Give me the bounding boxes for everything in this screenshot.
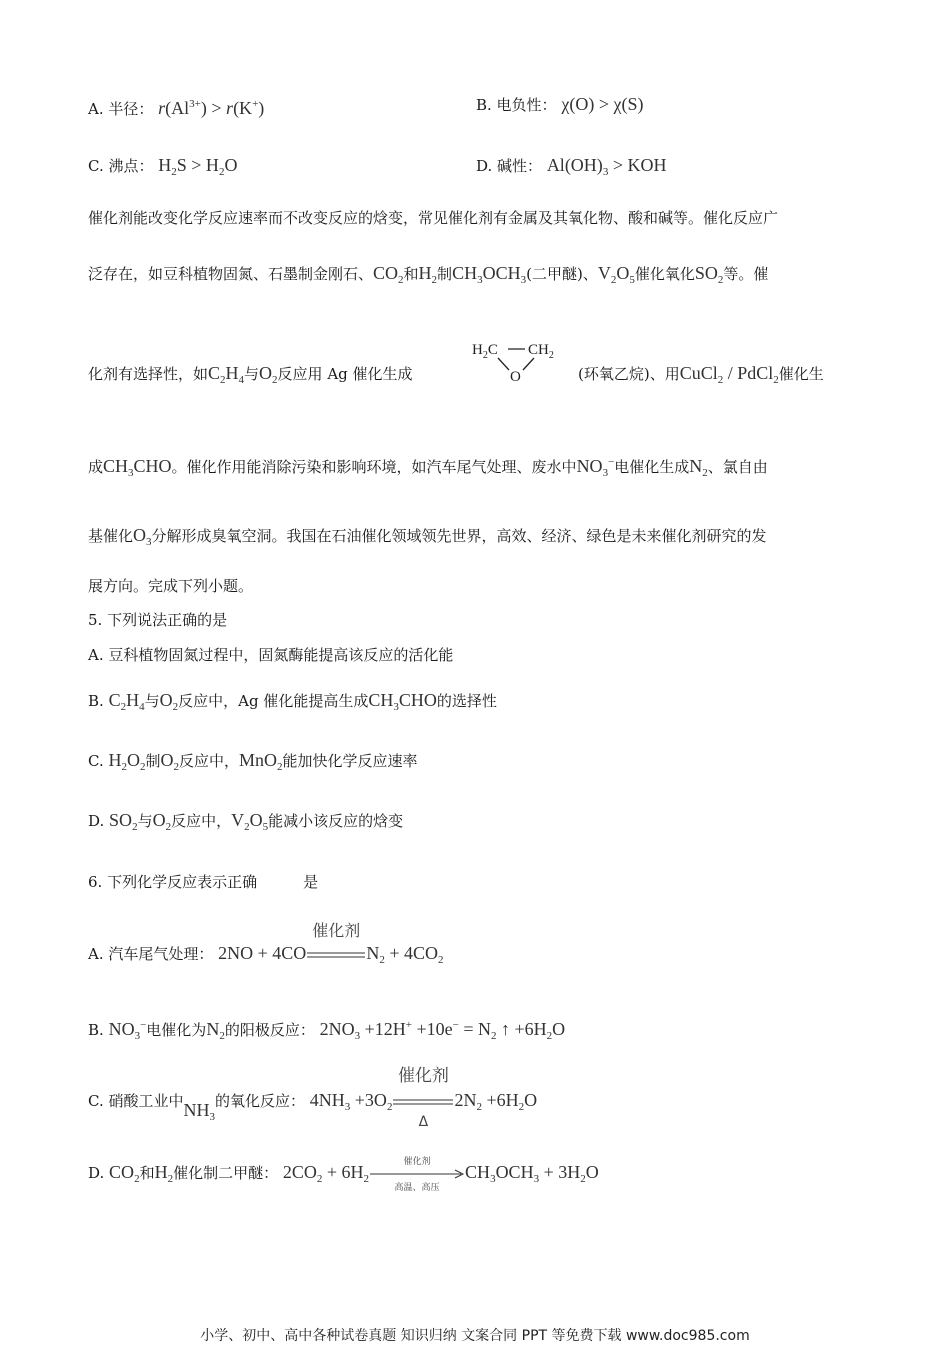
passage-line-1: 催化剂能改变化学反应速率而不改变反应的焓变，常见催化剂有金属及其氧化物、酸和碱等。催化反应广 xyxy=(88,209,779,227)
passage-line-3b: (环氧乙烷)、用CuCl$_2$ / PdCl$_2$催化生 xyxy=(578,363,824,386)
q5-option-d: D. $SO_2$与$O_2$反应中，$V_2O_5$能减小该反应的焓变 xyxy=(88,810,404,833)
formula-electronegativity: χ(O) > χ(S) xyxy=(561,94,644,114)
passage-line-4: 成$CH_3CHO$。催化作用能消除污染和影响环境，如汽车尾气处理、废水中$NO_3^-$电催化生成$N_2$、氯自由 xyxy=(88,456,768,479)
passage-line-6: 展方向。完成下列小题。 xyxy=(88,577,254,595)
q6-option-a: A. 汽车尾气处理： 2NO + 4CO 催化剂 $N_2 + 4CO_2$ xyxy=(88,921,444,966)
q6-stem: 6. 下列化学反应表示正确 是 xyxy=(88,873,319,891)
q5-option-a: A. 豆科植物固氮过程中，固氮酶能提高该反应的活化能 xyxy=(88,646,454,664)
q6-option-b: B. $NO_3^-$电催化为$N_2$的阳极反应： $2NO_3 +12H^+ +10e^- = N_2$ ↑ $+6H_2O$ xyxy=(88,1019,566,1042)
catalyst-arrow: 催化剂 xyxy=(312,921,361,940)
ethylene-oxide-structure-icon xyxy=(468,338,564,384)
svg-text:O: O xyxy=(510,369,521,384)
q4-option-d: D. 碱性： $Al(OH)_3$ > KOH xyxy=(476,155,667,178)
q5-option-c: C. $H_2O_2$制$O_2$反应中，MnO$_2$能加快化学反应速率 xyxy=(88,750,418,773)
q6-option-c: C. 硝酸工业中$NH_3$的氧化反应： $4NH_3 +3O_2$ 催化剂 Δ $2N_2 +6H_2O$ xyxy=(88,1066,538,1130)
q4-option-b: B. 电负性： χ(O) > χ(S) xyxy=(476,94,644,114)
formula-basicity: $Al(OH)_3$ > KOH xyxy=(546,155,667,178)
q4-option-a: A. 半径： $r(Al^{3+}) > r(K^+)$ xyxy=(88,98,265,118)
q5-option-b: B. $C_2H_4$与$O_2$反应中，Ag 催化能提高生成$CH_3CHO$的选择性 xyxy=(88,690,497,713)
formula-radius: $r(Al^{3+}) > r(K^+)$ xyxy=(158,98,265,118)
svg-text:CH2: $CH_2$ xyxy=(528,342,554,361)
passage-line-5: 基催化$O_3$分解形成臭氧空洞。我国在石油催化领域领先世界，高效、经济、绿色是未来催化剂研究的发 xyxy=(88,525,767,548)
high-temp-pressure-arrow: 催化剂 高温、高压 xyxy=(369,1164,465,1184)
passage-line-3: 化剂有选择性，如$C_2H_4$与$O_2$反应用 Ag 催化生成 xyxy=(88,363,413,386)
svg-text:H2C: $H_2C$ xyxy=(472,342,498,361)
catalyst-heat-arrow: 催化剂 Δ xyxy=(397,1066,449,1130)
q5-stem: 5. 下列说法正确的是 xyxy=(88,611,228,629)
q6-option-d: D. $CO_2$和$H_2$催化制二甲醚： $2CO_2 + 6H_2$ 催化剂 高温、高压 $CH_3OCH_3 + 3H_2O$ xyxy=(88,1157,599,1193)
q4-option-c: C. 沸点： $H_2S > H_2O$ xyxy=(88,155,238,178)
formula-boiling: $H_2S > H_2O$ xyxy=(158,155,238,178)
page-footer: 小学、初中、高中各种试卷真题 知识归纳 文案合同 PPT 等免费下载 www.doc985.com xyxy=(200,1328,750,1344)
passage-line-2: 泛存在，如豆科植物固氮、石墨制金刚石、$CO_2$和$H_2$制$CH_3OCH_3$(二甲醚)、$V_2O_5$催化氧化$SO_2$等。催 xyxy=(88,263,769,286)
